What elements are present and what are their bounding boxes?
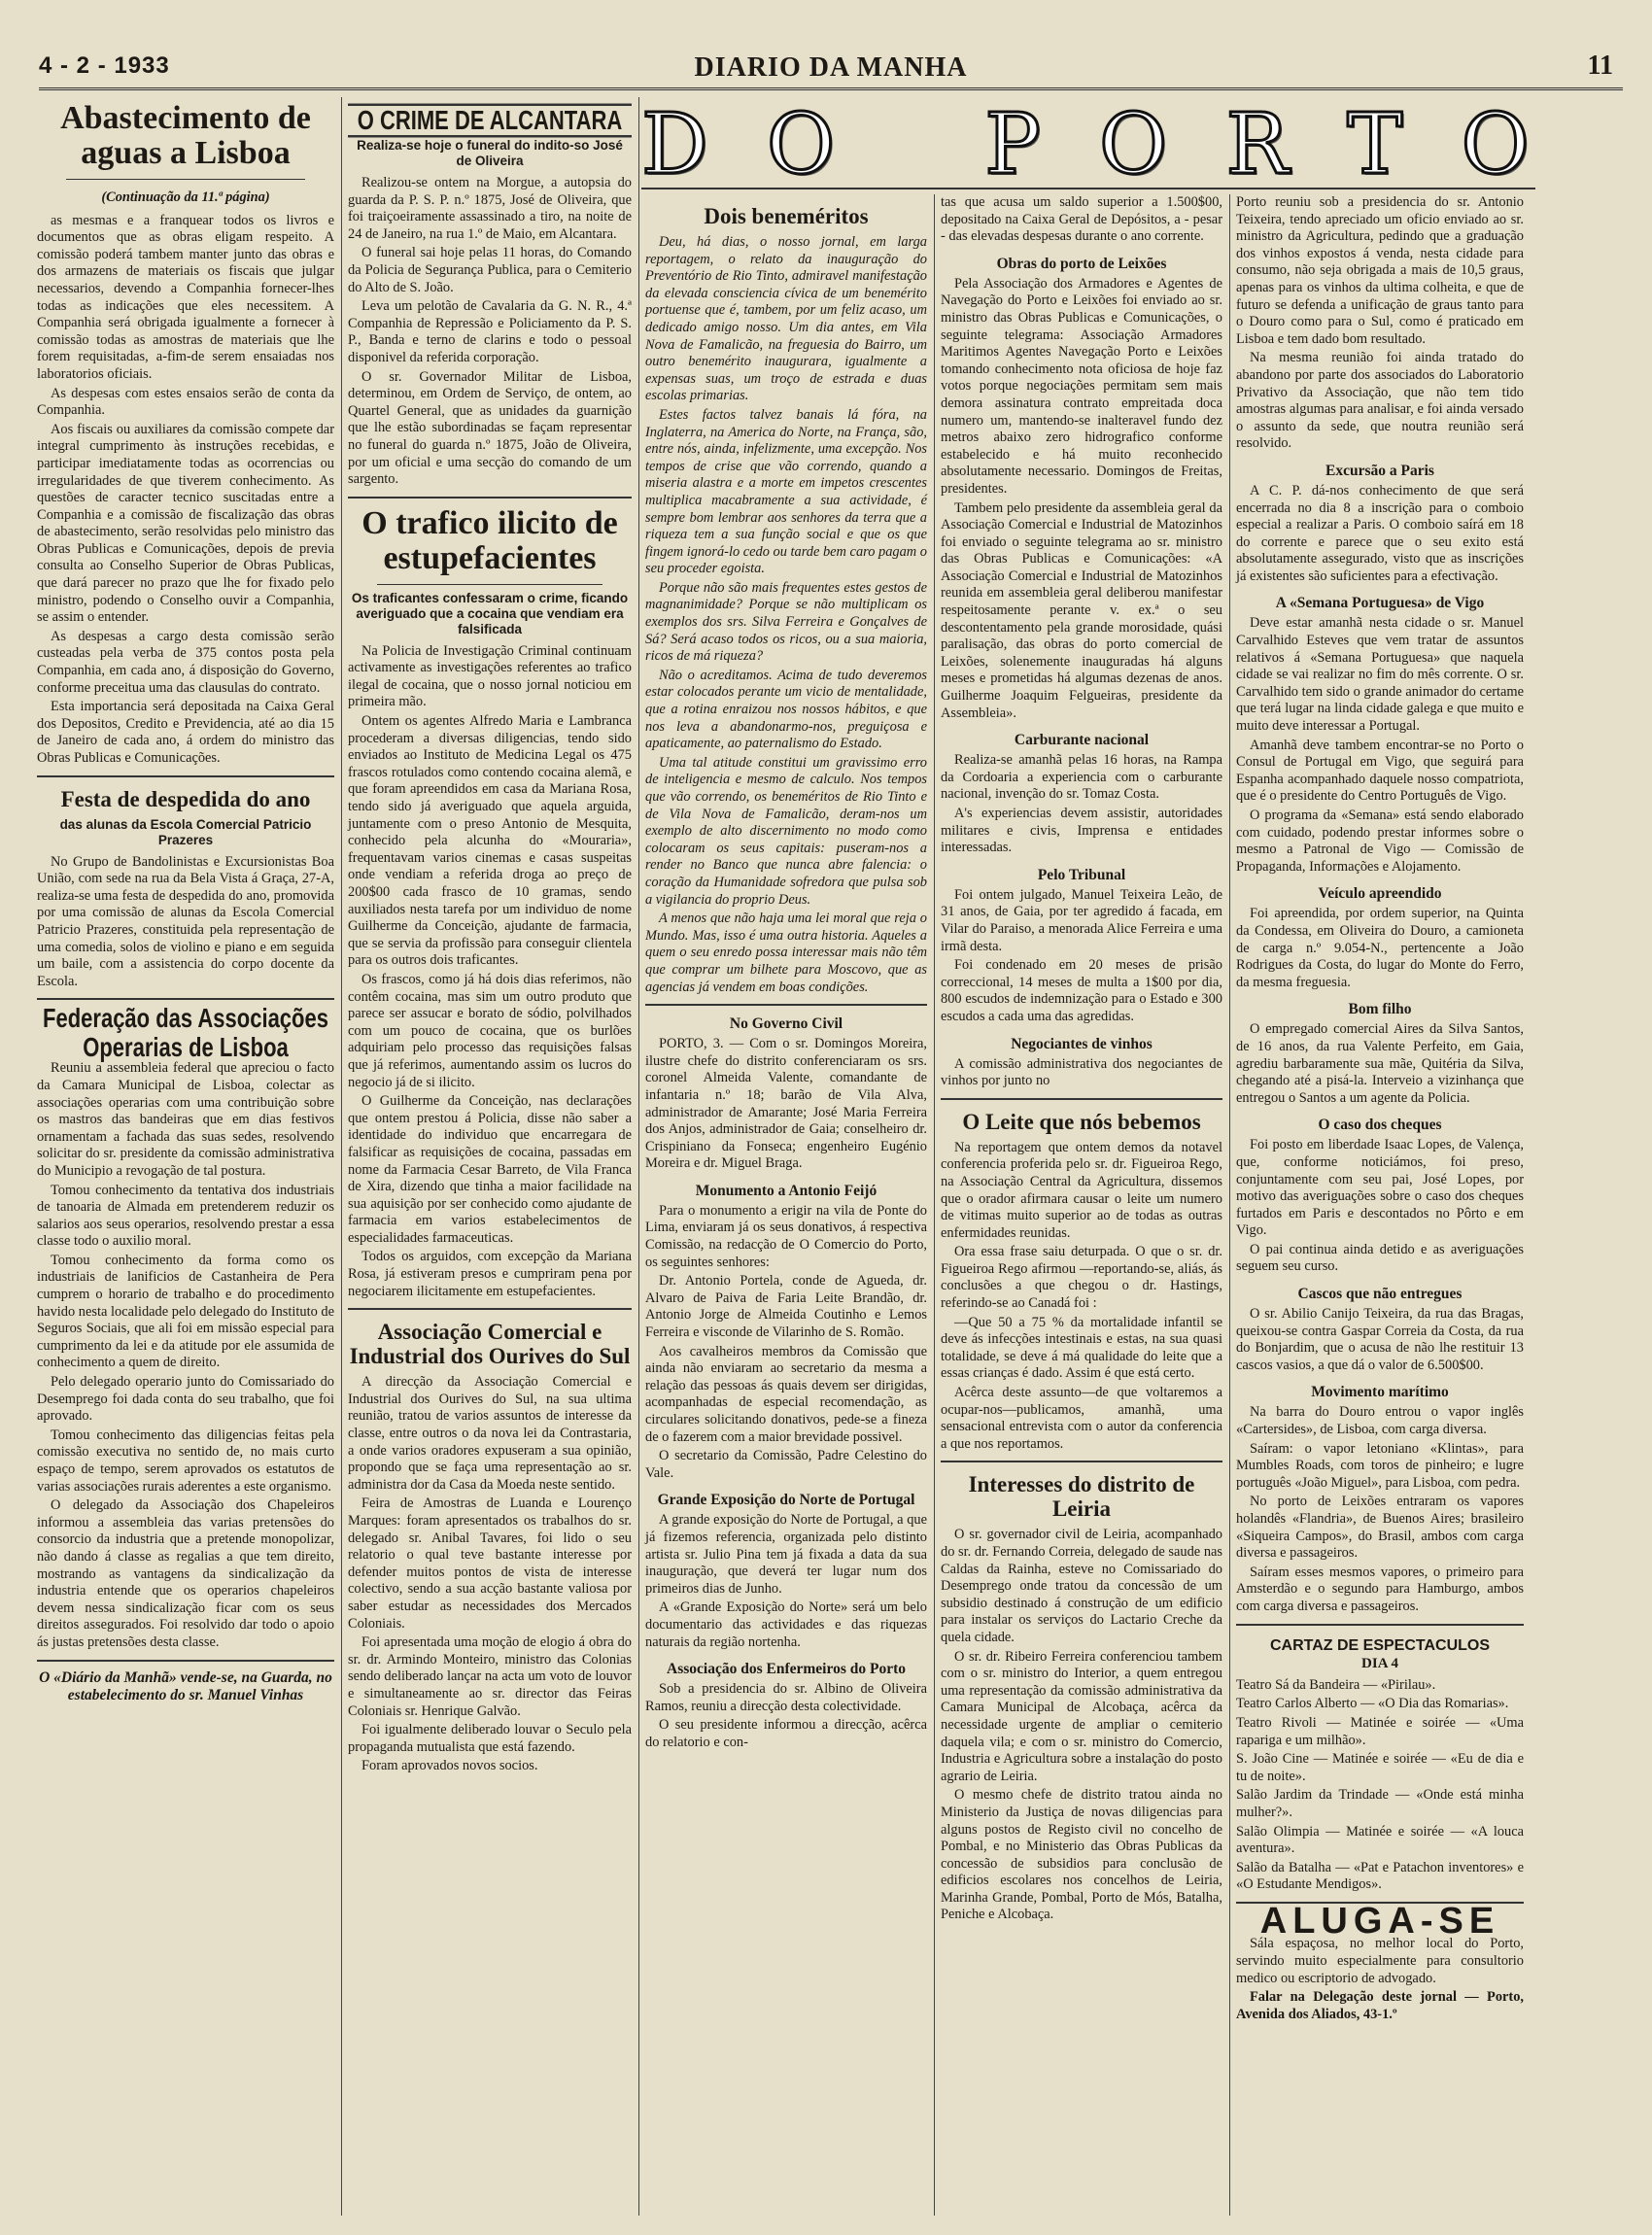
paragraph: Não o acreditamos. Acima de tudo deveremos estar colocados perante um vicio de mentalidade, que a rotina enraizou nos nossos hábitos, e que nos leva a abandonarmo-nos, preguiçosa e apaticamente, ao paternalismo do Estado. bbox=[645, 667, 927, 752]
cartaz-day: DIA 4 bbox=[1361, 1656, 1398, 1672]
banner-letter: P bbox=[984, 96, 1048, 193]
paragraph: O pai continua ainda detido e as averiguações seguem seu curso. bbox=[1236, 1241, 1524, 1275]
banner-letter: T bbox=[1347, 96, 1409, 193]
paragraph: Foi apresentada uma moção de elogio á obra do sr. dr. Armindo Monteiro, ministro das Colonias sendo deliberado lançar na acta um voto de louvor e simultaneamente ao sr. director das Feiras Coloniais sr. Henrique Galvão. bbox=[348, 1634, 632, 1719]
headline-festa: Festa de despedida do ano bbox=[60, 786, 311, 811]
divider bbox=[377, 584, 602, 585]
paragraph: O delegado da Associação dos Chapeleiros informou a assembleia das varias pretensões do consorcio da industria que a pretende monopolizar, não dando á classe as regalias a que tem direito, mostrando as vantagens da sindicalização da industria entende que os operarios chapeleiros devem nessa sindicalização ficar com os seus direitos assegurados. Foi resolvido dar todo o apoio ás justas pretensões desta classe. bbox=[37, 1497, 334, 1650]
paragraph: A grande exposição do Norte de Portugal, a que já fizemos referencia, organizada pelo distinto artista sr. Julio Pina tem já fixada a data da sua inauguração, que deverá ter lugar num dos primeiros dias de Junho. bbox=[645, 1512, 927, 1597]
listing-item: S. João Cine — Matinée e soirée — «Eu de dia e tu de noite». bbox=[1236, 1751, 1524, 1784]
paragraph: Uma tal atitude constitui um gravissimo erro de inteligencia e mesmo de calculo. Nos tempos que vão correndo, os beneméritos de Rio Tinto e de Vila Nova de Famalicão, deram-nos um exemplo de alto discernimento no modo como colocaram os seus capitais: puseram-nos a render no Banco que nunca abre falencia: o coração da Humanidade sofredora que pulsa sob a vigilancia do proprio Deus. bbox=[645, 754, 927, 908]
headline-bom-filho: Bom filho bbox=[1348, 1001, 1412, 1018]
paragraph: PORTO, 3. — Com o sr. Domingos Moreira, ilustre chefe do distrito conferenciaram os srs. coronel Almeida Valente, comandante de infantaria n.º 18; barão de Vila Alva, administrador de Amarante; José Maria Ferreira dos Anjos, administrador de Gaia; conselheiro dr. Crispiniano da Fonseca; engenheiro Eugénio Moreira e dr. Miguel Braga. bbox=[645, 1036, 927, 1172]
banner-letter: D bbox=[641, 96, 714, 193]
headline-associacao: Associação Comercial e Industrial dos Ourives do Sul bbox=[349, 1320, 631, 1369]
paragraph: Foram aprovados novos socios. bbox=[361, 1758, 538, 1774]
paragraph: O Guilherme da Conceição, nas declarações que ontem prestou á Policia, disse não saber a identidade do individuo que encarregara de falsificar as requisições de cocaina, passadas em nome da Farmacia Cesar Barreto, de Vila Franca de Xira, dizendo que tinha a maior facilidade na sua aquisição por ser conhecido como ajudante de farmacia em varios estabelecimentos de especialidades farmaceuticas. bbox=[348, 1093, 632, 1246]
paragraph: Saíram esses mesmos vapores, o primeiro para Amsterdão e o segundo para Hamburgo, ambos com carga diversa e passageiros. bbox=[1236, 1564, 1524, 1614]
banner-letter: O bbox=[1099, 96, 1174, 193]
deck-crime: Realiza-se hoje o funeral do indito-so José de Oliveira bbox=[357, 138, 623, 168]
paragraph: Falar na Delegação deste jornal — Porto, Avenida dos Aliados, 43-1.º bbox=[1236, 1989, 1524, 2022]
divider bbox=[348, 1308, 632, 1310]
paragraph: Reuniu a assembleia federal que apreciou o facto da Camara Municipal de Lisboa, colectar as associações operarias com uma contribuição sobre os mastros das bandeiras que em dias festivos ornamentam a fachada das suas sedes, resolvendo solicitar do sr. presidente da comissão administrativa do Municipio a revogação de tal postura. bbox=[37, 1060, 334, 1179]
paragraph: A direcção da Associação Comercial e Industrial dos Ourives do Sul, na sua ultima reunião, tratou de varios assuntos de interesse da classe, entre outros o da nova lei da Contrastaria, a onde varios oradores expuseram a sua opinião, propondo que se faça uma representação ao sr. administra dor da Casa da Moeda neste sentido. bbox=[348, 1374, 632, 1493]
paragraph: Na Policia de Investigação Criminal continuam activamente as investigações referentes ao trafico ilegal de cocaina, que o nosso jornal noticiou em primeira mão. bbox=[348, 642, 632, 710]
paragraph: As despesas a cargo desta comissão serão custeadas pela verba de 375 contos posta pela Companhia, em cada ano, á disposição do Governo, conforme preceitua uma das clausulas do contrato. bbox=[37, 628, 334, 696]
banner-letter: O bbox=[766, 96, 842, 193]
paragraph: A menos que não haja uma lei moral que reja o Mundo. Mas, isso é uma outra historia. Aqueles a quem o seu enredo possa interessar mais não têm que comprar um bilhete para Moscovo, que as agencias já vendem em boas condições. bbox=[645, 911, 927, 995]
sales-notice: O «Diário da Manhã» vende-se, na Guarda, no estabelecimento do sr. Manuel Vinhas bbox=[39, 1668, 332, 1703]
listing-item: Salão Jardim da Trindade — «Onde está minha mulher?». bbox=[1236, 1787, 1524, 1820]
listing-item: Salão Olimpia — Matinée e soirée — «A louca aventura». bbox=[1236, 1823, 1524, 1857]
paragraph: O secretario da Comissão, Padre Celestino do Vale. bbox=[645, 1448, 927, 1481]
paragraph: O empregado comercial Aires da Silva Santos, de 16 anos, da rua Valente Perfeito, em Gaia, agrediu barbaramente sua mãe, Quitéria da Silva, chegando até a pisá-la. Interveio a vizinhança que entregou o Santos a um agente da Policia. bbox=[1236, 1021, 1524, 1106]
paragraph: Pela Associação dos Armadores e Agentes de Navegação do Porto e Leixões foi enviado ao sr. ministro das Obras Publicas e Comunicações, o seguinte telegrama: Associação Armadores Maritimos Agentes Navegação Porto e Leixões tomando conhecimento nota oficiosa de hoje faz votos porque negociações permitam sem mais demora assinatura contrato empreitada doca numero um, mantendo-se inalteravel fundo dez metros abaixo zero hidrografico conforme estabelecido e há muito reconhecido absolutamente necessario. Domingos de Freitas, presidentes. bbox=[941, 275, 1222, 497]
paragraph: O mesmo chefe de distrito tratou ainda no Ministerio da Justiça de novas diligencias para alguns postos de Registo civil no concelho de Pombal, e no Ministerio das Obras Publicas da concessão de subsidios para conclusão de edificios escolares nos concelhos de Leiria, Marinha Grande, Pombal, Porto de Mós, Batalha, Peniche e Alcobaça. bbox=[941, 1787, 1222, 1923]
masthead-rule bbox=[39, 87, 1623, 90]
paragraph: Tomou conhecimento das diligencias feitas pela comissão executiva no sentido de, no mais curto espaço de tempo, serem aprovados os estatutos de varias associações rurais aderentes a este organismo. bbox=[37, 1427, 334, 1495]
paragraph: as mesmas e a franquear todos os livros e documentos que as obras eligam respeito. A comissão poderá tambem manter junto das obras e dos armazens de materiais os fiscais que julgar necessarios, devendo a Companhia fornecer-lhes todas as indicações que eles necessitem. A Companhia será obrigada igualmente a fornecer à comissão todas as amostras de materiais que lhe forem requisitadas, a-fim-de serem ensaiadas nos laboratorios oficiais. bbox=[37, 212, 334, 382]
paragraph: Foi ontem julgado, Manuel Teixeira Leão, de 31 anos, de Gaia, por ter agredido á facada, em Vilar do Paraiso, a menorada Alice Ferreira e uma irmã desta. bbox=[941, 886, 1222, 954]
column-4 bbox=[935, 194, 1228, 2216]
deck-festa: das alunas da Escola Comercial Patricio Prazeres bbox=[59, 816, 312, 847]
headline-abastecimento: Abastecimento de aguas a Lisboa bbox=[60, 100, 311, 171]
divider bbox=[645, 1004, 927, 1006]
paragraph: Tambem pelo presidente da assembleia geral da Associação Comercial e Industrial de Matozinhos foi enviado o seguinte telegrama ao sr. ministro das Obras Publicas e Comunicações: «A Associação Comercial e Industrial de Matozinhos reunida em assembleia geral deliberou manifestar respeitosamente perante v. ex.ª o seu descontentamento pela grande morosidade, quási paralisação, das obras do porto comercial de Leixões, solenemente inauguradas há alguns meses e prometidas há algumas dezenas de anos. Guilherme Joaquim Felgueiras, presidente da Assembleia». bbox=[941, 499, 1222, 721]
column-5 bbox=[1230, 194, 1530, 2216]
page-number: 11 bbox=[1587, 51, 1613, 81]
listing-item: Teatro Rivoli — Matinée e soirée — «Uma rapariga e um milhão». bbox=[1236, 1714, 1524, 1748]
headline-crime: O CRIME DE ALCANTARA bbox=[348, 104, 632, 138]
paragraph: Aos cavalheiros membros da Comissão que ainda não enviaram ao secretario da mesma a relação das pessoas ás quais devem ser dirigidas, acompanhadas de especial recomendação, as circulares solicitando donativos, pede-se a fineza de o fazerem com a maior brevidade possivel. bbox=[645, 1343, 927, 1445]
paragraph: Acêrca deste assunto—de que voltaremos a ocupar-nos—publicamos, amanhã, uma sensacional entrevista com o autor da conferencia a que nos reportamos. bbox=[941, 1385, 1222, 1452]
listing-item: Teatro Sá da Bandeira — «Pirilau». bbox=[1236, 1676, 1436, 1693]
paragraph: Feira de Amostras de Luanda e Lourenço Marques: foram apresentados os trabalhos do sr. delegado sr. Anibal Tavares, foi lido o seu relatorio o qual teve bastante interesse por defender muitos pontos de vista de interesse colectivo, sendo a sua acção bastante valiosa por saber estudar as necessidades dos Mercados Coloniais. bbox=[348, 1496, 632, 1632]
paragraph: O sr. Governador Militar de Lisboa, determinou, em Ordem de Serviço, de ontem, ao Quartel General, que as unidades da guarnição que lhe estão subordinadas se façam representar no funeral do guarda n.º 1875, João de Oliveira, por um oficial e uma secção do comando de um sargento. bbox=[348, 368, 632, 488]
paragraph: Foi igualmente deliberado louvar o Seculo pela propaganda mutualista que está fazendo. bbox=[348, 1722, 632, 1755]
paragraph: Deve estar amanhã nesta cidade o sr. Manuel Carvalhido Esteves que vem tratar de assuntos relativos á «Semana Portuguesa» que naquela cidade se vai realizar no fim do mês corrente. O sr. Carvalhido tem sido o grande animador do certame que terá lugar na linda cidade galega e que muito e muito deve interessar a Portugal. bbox=[1236, 615, 1524, 735]
banner-rule bbox=[641, 188, 1535, 189]
divider bbox=[941, 1098, 1222, 1100]
headline-feijo: Monumento a Antonio Feijó bbox=[695, 1182, 878, 1199]
headline-cheques: O caso dos cheques bbox=[1318, 1117, 1442, 1134]
paragraph: Foi condenado em 20 meses de prisão correccional, 14 meses de multa a 1$00 por dia, 800 escudos de indemnização para o Estado e 300 escudos a cada uma das agredidas. bbox=[941, 957, 1222, 1024]
paragraph: A comissão administrativa dos negociantes de vinhos por junto no bbox=[941, 1055, 1222, 1089]
classified-title: ALUGA-SE bbox=[1259, 1900, 1500, 1942]
paragraph: Realizou-se ontem na Morgue, a autopsia do guarda da P. S. P. n.º 1875, José de Oliveira, que foi traiçoeiramente assassinado a tiro, na noite de 24 de Janeiro, na rua 1.º de Maio, em Alcantara. bbox=[348, 175, 632, 242]
paragraph: Saíram: o vapor letoniano «Klintas», para Mumbles Roads, com toros de pinheiro; e lugre português «João Miguel», para Lisboa, com pedra. bbox=[1236, 1440, 1524, 1491]
divider bbox=[37, 1660, 334, 1662]
paragraph: Os frascos, como já há dois dias referimos, não contêm cocaina, mas sim um outro produto que parece ser assucar e borato de sódio, polvilhados com um pouco de cocaina, que os burlões adquiriam pelo processo das requisições falsas que já referimos, aumentando assim os lucros do negocio já de si ilicito. bbox=[348, 971, 632, 1090]
paragraph: Dr. Antonio Portela, conde de Agueda, dr. Alvaro de Paiva de Faria Leite Brandão, dr. Antonio Jorge de Almeida Coutinho e Lemos Ferreira e visconde de Vilarinho de S. Romão. bbox=[645, 1273, 927, 1341]
headline-governo-civil: No Governo Civil bbox=[729, 1015, 843, 1033]
headline-leixoes: Obras do porto de Leixões bbox=[996, 255, 1167, 272]
paragraph: Na barra do Douro entrou o vapor inglês «Cartersides», de Lisboa, com carga diversa. bbox=[1236, 1404, 1524, 1438]
paragraph: Porque não são mais frequentes estes gestos de magnanimidade? Porque se não multiplicam os exemplos dos srs. Silva Ferreira e Gonçalves de Sá? Será acaso todos os ricos, ou a sua maioria, ricos de má riqueza? bbox=[645, 579, 927, 665]
deck-trafico: Os traficantes confessaram o crime, ficando averiguado que a cocaina que vendiam era falsificada bbox=[351, 590, 629, 636]
divider bbox=[941, 1461, 1222, 1462]
divider bbox=[37, 775, 334, 777]
issue-date: 4 - 2 - 1933 bbox=[39, 52, 170, 79]
paragraph: O sr. governador civil de Leiria, acompanhado do sr. dr. Fernando Correia, delegado de saude nas Caldas da Rainha, esteve no Comissariado do Desemprego onde tratou da concessão de um subsidio destinado á construção de um edificio para instalar os serviços do Lactario Creche da quela cidade. bbox=[941, 1527, 1222, 1645]
paragraph: Deu, há dias, o nosso jornal, em larga reportagem, o relato da inauguração do Preventório de Rio Tinto, admiravel manifestação da elevada consciencia cívica de um benemérito portuense que é, tambem, por um feliz acaso, um dedicado amigo nosso. Um dia antes, em Vila Nova de Famalicão, na freguesia do Bairro, um outro benemérito inaugurara, igualmente a expensas suas, um troço de estrada e duas escolas primarias. bbox=[645, 234, 927, 404]
divider bbox=[66, 179, 305, 180]
paragraph: Tomou conhecimento da tentativa dos industriais de tanoaria de Almada em pretenderem reduzir os salarios aos seus operarios, resolvendo prestar a essa classe todo o auxilio moral. bbox=[37, 1182, 334, 1250]
paragraph: Foi apreendida, por ordem superior, na Quinta da Condessa, em Oliveira do Douro, a camioneta de carga n.º 9.054-N., pertencente a João Rodrigues da Costa, do lugar do Monte do Ferro, da mesma freguesia. bbox=[1236, 906, 1524, 990]
paragraph: Sob a presidencia do sr. Albino de Oliveira Ramos, reuniu a direcção desta colectividade. bbox=[645, 1681, 927, 1714]
paragraph: Tomou conhecimento da forma como os industriais de lanificios de Castanheira de Pera cumprem o horario de trabalho e do procedimento havido nesta localidade pelo delegado do Instituto de Seguros Sociais, que ali foi em missão especial para cumprimento da lei e da atitude por ele assumida de conhecimento a quem de direito. bbox=[37, 1252, 334, 1371]
headline-leite: O Leite que nós bebemos bbox=[962, 1109, 1201, 1134]
headline-cascos: Cascos que não entregues bbox=[1297, 1286, 1463, 1303]
headline-exposicao: Grande Exposição do Norte de Portugal bbox=[657, 1492, 915, 1509]
paragraph: O programa da «Semana» está sendo elaborado com cuidado, podendo prestar informes sobre o mesmo a Patronal de Vigo — Comissão de Propaganda, Informações e Alojamento. bbox=[1236, 808, 1524, 875]
paragraph: Sála espaçosa, no melhor local do Porto, servindo muito especialmente para consultorio medico ou escriptorio de advogado. bbox=[1236, 1936, 1524, 1986]
paragraph: O sr. dr. Ribeiro Ferreira conferenciou tambem com o sr. ministro do Interior, a quem entregou uma representação da comissão administrativa da Camara Municipal de Alcobaça, acêrca da necessidade urgente de ampliar o cemiterio daquela vila; e com o sr. ministro do Comercio, Industria e Agricultura sobre a instalação do posto agrario de Leiria. bbox=[941, 1648, 1222, 1784]
paragraph: A «Grande Exposição do Norte» será um belo documentario das actividades e das riquezas naturais da região nortenha. bbox=[645, 1599, 927, 1650]
paragraph: Foi posto em liberdade Isaac Lopes, de Valença, que, conforme noticiámos, foi preso, conjuntamente com seu pai, José Lopes, por motivo das averiguações sobre o caso dos cheques furtados em Paris e descontados no Pôrto e em Vigo. bbox=[1236, 1137, 1524, 1239]
divider bbox=[37, 998, 334, 1000]
headline-vinhos: Negociantes de vinhos bbox=[1011, 1035, 1153, 1052]
banner-letter: O bbox=[1461, 96, 1535, 193]
headline-semana: A «Semana Portuguesa» de Vigo bbox=[1275, 595, 1485, 612]
paragraph: O sr. Abilio Canijo Teixeira, da rua das Bragas, queixou-se contra Gaspar Correia da Costa, da rua do Bonjardim, que o acusa de não lhe restituir 13 cascos vasios, a que dá o valor de 6.500$00. bbox=[1236, 1306, 1524, 1373]
paragraph: Estes factos talvez banais lá fóra, na Inglaterra, na America do Norte, na França, são, entre nós, ainda, infelizmente, uma excepção. Nos tempos de crise que vão correndo, quando a miseria alastra e a morte em impetos crescentes multiplica macabramente a sua actividade, é sempre bom lembrar aos senhores da terra que a riqueza tem a sua função social e que os que fingem ignorá-lo cedo ou tarde bem caro pagam o seu proceder egoista. bbox=[645, 406, 927, 577]
paragraph: Para o monumento a erigir na vila de Ponte do Lima, enviaram já os seus donativos, á respectiva Comissão, na redacção de O Comercio do Porto, os seguintes senhores: bbox=[645, 1202, 927, 1270]
headline-paris: Excursão a Paris bbox=[1325, 462, 1434, 479]
paragraph: Esta importancia será depositada na Caixa Geral dos Depositos, Credito e Previdencia, até ao dia 15 de Janeiro de cada ano, á ordem do ministro das Obras Publicas e Comunicações. bbox=[37, 699, 334, 766]
section-banner-do-porto bbox=[641, 96, 1535, 193]
paragraph: Realiza-se amanhã pelas 16 horas, na Rampa da Cordoaria a experiencia com o carburante nacional, invenção do sr. Tomaz Costa. bbox=[941, 752, 1222, 803]
paragraph: O funeral sai hoje pelas 11 horas, do Comando da Policia de Segurança Publica, para o Cemiterio do Alto de S. João. bbox=[348, 245, 632, 295]
cartaz-espectaculos bbox=[1236, 1637, 1524, 1894]
paragraph: Na reportagem que ontem demos da notavel conferencia proferida pelo sr. dr. Figueiroa Rego, na Associação Central da Agricultura, dissemos que o orador afirmara causar o leite um numero de vitimas muito superior ao de todas as outras enfermidades reunidas. bbox=[941, 1139, 1222, 1241]
headline-trafico: O trafico ilicito de estupefacientes bbox=[361, 504, 618, 576]
headline-enfermeiros: Associação dos Enfermeiros do Porto bbox=[667, 1661, 906, 1678]
paragraph: Aos fiscais ou auxiliares da comissão compete dar integral cumprimento às instruções recebidas, e participar imediatamente todas as ocorrencias ou irregularidades de que tiverem conhecimento. As questões de caracter tecnico suscitadas entre a Companhia e a comissão de fiscalização das obras de abastecimento, serão resolvidas pelo ministro das Obras Publicas e Comunicações, depois de previa consulta ao Conselho Superior de Obras Publicas, que dará parecer no prazo que lhe for fixado pelo ministro, podendo o Conselho ouvir a Companhia, se assim o entender. bbox=[37, 421, 334, 626]
paragraph: Leva um pelotão de Cavalaria da G. N. R., 4.ª Companhia de Repressão e Policiamento da P. S. P., Banda e terno de clarins e todo o pessoal disponivel da referida corporação. bbox=[348, 298, 632, 365]
divider bbox=[348, 497, 632, 499]
paragraph: Na mesma reunião foi ainda tratado do abandono por parte dos associados do Laboratorio Privativo da Associação, que não tem tido amostras algumas para analisar, e foi ainda versado o assunto da sede, que noutra reunião será resolvido. bbox=[1236, 350, 1524, 452]
column-1 bbox=[31, 97, 340, 2216]
paragraph: Todos os arguidos, com excepção da Mariana Rosa, já estiveram presos e cumpriram pena por negociarem ilicitamente em estupefacientes. bbox=[348, 1249, 632, 1299]
paragraph: No porto de Leixões entraram os vapores holandês «Flandria», de Buenos Aires; brasileiro «Siqueira Campos», do Brasil, ambos com carga diversa e passageiros. bbox=[1236, 1494, 1524, 1562]
banner-letter: R bbox=[1225, 96, 1295, 193]
column-2 bbox=[342, 97, 637, 2216]
paragraph: Amanhã deve tambem encontrar-se no Porto o Consul de Portugal em Vigo, que seguirá para Espanha acompanhado daquele nosso compatriota, que é o presidente do Centro Português de Vigo. bbox=[1236, 737, 1524, 805]
headline-tribunal: Pelo Tribunal bbox=[1037, 866, 1126, 883]
continuation-note: (Continuação da 11.ª página) bbox=[101, 189, 270, 205]
headline-carburante: Carburante nacional bbox=[1014, 732, 1150, 749]
divider bbox=[1236, 1624, 1524, 1626]
newspaper-title: DIARIO DA MANHA bbox=[694, 52, 968, 83]
paragraph: —Que 50 a 75 % da mortalidade infantil se deve ás infecções intestinais e estas, na sua quasi totalidade, se deve á má qualidade do leite que a essas crianças é dado. Assim é que está certo. bbox=[941, 1314, 1222, 1382]
paragraph: A C. P. dá-nos conhecimento de que será encerrada no dia 8 a inscrição para o comboio especial a realizar a Paris. O comboio saírá em 18 do corrente e parece que o seu exito está absolutamente assegurado, visto que as inscrições já existentes são suficientes para a efectivação. bbox=[1236, 482, 1524, 584]
paragraph: Porto reuniu sob a presidencia do sr. Antonio Teixeira, tendo apreciado um oficio enviado ao sr. ministro da Agricultura, pedindo que a graduação dos vinhos expostos á venda, nesta cidade para consumo, não seja obrigada a mais de 10,5 graus, apenas para os vinhos da ultima colheita, e que de futuro se defenda a unificação de graus tanto para o Douro como para o Sul, como é praticado em Lisboa e tem dado bom resultado. bbox=[1236, 194, 1524, 347]
paragraph: As despesas com estes ensaios serão de conta da Companhia. bbox=[37, 385, 334, 419]
paragraph: No Grupo de Bandolinistas e Excursionistas Boa União, com sede na rua da Bela Vista á Graça, 27-A, realiza-se uma festa de despedida do ano, promovida por uma comissão de alunas da Escola Comercial Patricio Prazeres, constituida pela representação de uma comedia, solos de violino e piano e em seguida um baile, com a assistencia do corpo docente da Escola. bbox=[37, 853, 334, 989]
headline-maritimo: Movimento marítimo bbox=[1311, 1384, 1449, 1401]
headline-federacao: Federação das Associações Operarias de Lisboa bbox=[43, 1003, 328, 1063]
headline-benemeritos: Dois beneméritos bbox=[704, 204, 869, 228]
column-3 bbox=[639, 194, 933, 2216]
cartaz-title: CARTAZ DE ESPECTACULOS bbox=[1269, 1636, 1491, 1654]
paragraph: Ontem os agentes Alfredo Maria e Lambranca procederam a diversas diligencias, tendo sido enviados ao Instituto de Medicina Legal os 475 frascos rotulados como contendo cocaina alemã, e que foram apreendidos em casa da Mariana Rosa, tendo sido já averiguado que aquela arguida, juntamente com o preso Antonio de Mesquita, conhecido pela alcunha do «Mouraria», frequentavam varios cinemas e casas suspeitas onde vendiam a referida droga ao preço de 200$00 cada frasco de 10 gramas, sendo auxiliados nesta tarefa por um individuo de nome Guilherme da Conceição, ajudante de farmacia, que se servia da profissão para conseguir clientela para os outros dois traficantes. bbox=[348, 713, 632, 969]
headline-leiria: Interesses do distrito de Leiria bbox=[968, 1472, 1195, 1522]
listing-item: Salão da Batalha — «Pat e Patachon inventores» e «O Estudante Mendigos». bbox=[1236, 1859, 1524, 1893]
paragraph: Pelo delegado operario junto do Comissariado do Desemprego foi dada conta do seu trabalho, que foi aprovado. bbox=[37, 1374, 334, 1425]
paragraph: Ora essa frase saiu deturpada. O que o sr. dr. Figueiroa Rego afirmou —reportando-se, aliás, ás conclusões a que chegou o dr. Hastings, referindo-se ao Canadá foi : bbox=[941, 1244, 1222, 1312]
paragraph: O seu presidente informou a direcção, acêrca do relatorio e con- bbox=[645, 1717, 927, 1750]
paragraph: tas que acusa um saldo superior a 1.500$00, depositado na Caixa Geral de Depósitos, a - pesar - das elevadas despesas durante o ano corrente. bbox=[941, 194, 1222, 245]
listing-item: Teatro Carlos Alberto — «O Dia das Romarias». bbox=[1236, 1696, 1509, 1712]
paragraph: A's experiencias devem assistir, autoridades militares e civis, Imprensa e entidades interessadas. bbox=[941, 806, 1222, 856]
masthead bbox=[39, 39, 1623, 87]
headline-veiculo: Veículo apreendido bbox=[1318, 885, 1442, 903]
